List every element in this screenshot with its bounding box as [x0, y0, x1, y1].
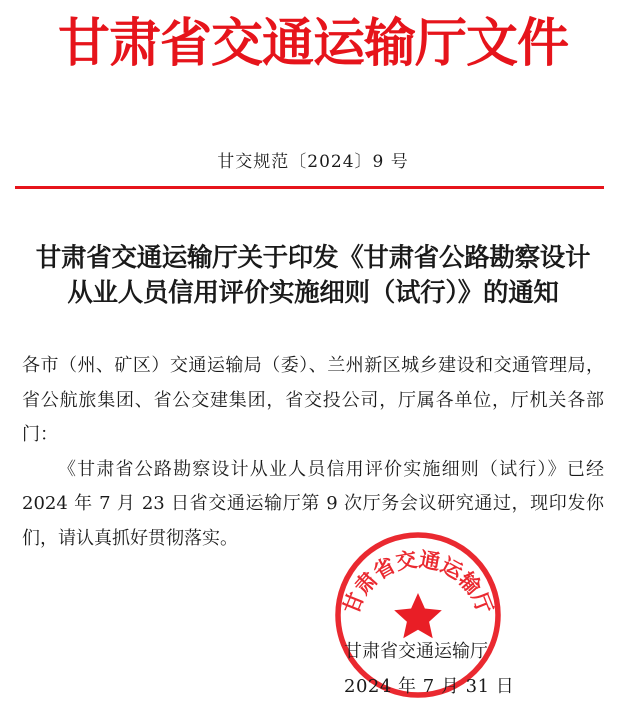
star-icon [394, 593, 442, 638]
issue-date: 2024 年 7 月 31 日 [344, 676, 515, 697]
notice-title-line-2: 从业人员信用评价实施细则（试行）》的通知 [67, 278, 559, 308]
notice-title-line-1: 甘肃省交通运输厅关于印发《甘肃省公路勘察设计 [35, 243, 591, 273]
header-divider [15, 186, 604, 189]
document-number: 甘交规范〔2024〕9 号 [217, 152, 409, 172]
seal-arc-text: 甘肃省交通运输厅 [338, 546, 498, 618]
addressee-list: 各市（州、矿区）交通运输局（委）、兰州新区城乡建设和交通管理局，省公航旅集团、省公交建集团，省交投公司，厅属各单位，厅机关各部门： [22, 355, 604, 445]
issuer-name: 甘肃省交通运输厅 [344, 641, 488, 662]
document-header: 甘肃省交通运输厅文件 [57, 13, 568, 74]
body-paragraph: 《甘肃省公路勘察设计从业人员信用评价实施细则（试行）》已经 2024 年 7 月 23 日省交通运输厅第 9 次厅务会议研究通过，现印发你们，请认真抓好贯彻落实。 [22, 458, 604, 549]
notice-title [10, 241, 616, 311]
notice-body [22, 349, 604, 556]
